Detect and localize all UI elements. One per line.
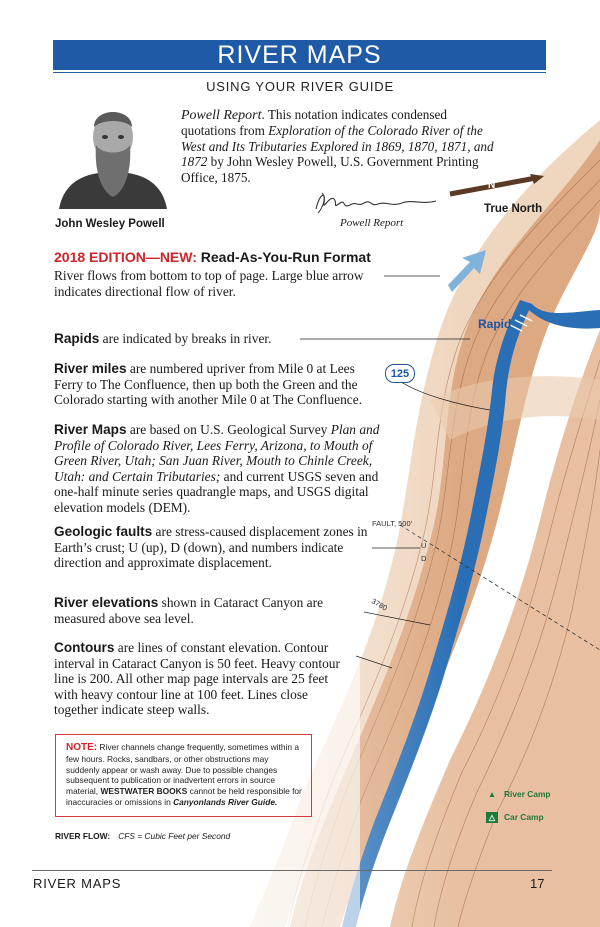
rapids-text: are indicated by breaks in river. xyxy=(99,331,272,346)
contours-term: Contours xyxy=(54,640,115,655)
river-maps-sources: Plan and Profile of Colorado River, Lees Ferry, Arizona, to Mouth of Green River, Utah; San Juan River, Mouth to Chinle Creek, Utah: and Certain Tributaries; xyxy=(54,422,380,484)
river-elevations-paragraph xyxy=(54,595,364,626)
powell-report-text-2: by John Wesley Powell, U.S. Government Printing Office, 1875. xyxy=(181,154,479,185)
note-book: Canyonlands River Guide. xyxy=(173,796,278,807)
car-camp-icon: △ xyxy=(486,812,498,823)
signature-caption: Powell Report xyxy=(340,217,404,229)
river-flow-line xyxy=(55,831,230,841)
river-miles-paragraph xyxy=(54,361,384,408)
powell-report-lead: Powell Report xyxy=(181,108,262,123)
rapids-paragraph xyxy=(54,331,344,347)
legend-car-camp xyxy=(486,812,544,823)
powell-report-text-1: . This notation indicates condensed quotations from xyxy=(181,107,447,139)
map-fault-up: U xyxy=(421,541,427,550)
river-flow-label: RIVER FLOW: xyxy=(55,831,111,841)
north-symbol: N xyxy=(488,180,496,191)
page-title-bar xyxy=(53,40,546,70)
river-maps-term: River Maps xyxy=(54,422,127,437)
faults-term: Geologic faults xyxy=(54,524,153,539)
elevations-text: shown in Cataract Canyon are measured above sea level. xyxy=(54,595,324,626)
mile-marker-number: 125 xyxy=(390,367,410,380)
note-text-1: River channels change frequently, sometimes within a few hours. Rocks, sandbars, or other obstructions may suddenly appear or wash away. Due to possible changes subsequent to publication or inadvertent errors in source material, xyxy=(66,742,299,797)
mile-marker-badge xyxy=(385,364,415,383)
powell-portrait xyxy=(54,97,172,209)
true-north-arrow xyxy=(444,172,544,198)
map-elevation-label: 3780 xyxy=(369,596,389,613)
river-miles-text: are numbered upriver from Mile 0 at Lees Ferry to The Confluence, then up both the Green and the Colorado starting with another Mile 0 at The Confluence. xyxy=(54,361,363,408)
contours-paragraph xyxy=(54,640,354,718)
footer-section: RIVER MAPS xyxy=(33,876,122,891)
note-label: NOTE: xyxy=(66,742,98,753)
tent-icon: ▲ xyxy=(487,789,497,799)
edition-heading xyxy=(54,249,371,265)
note-publisher: WESTWATER BOOKS xyxy=(100,786,188,797)
edition-body: River flows from bottom to top of page. Large blue arrow indicates directional flow of river. xyxy=(54,268,364,299)
river-maps-text-1: are based on U.S. Geological Survey xyxy=(126,422,331,437)
legend-river-camp xyxy=(486,789,551,799)
river-miles-term: River miles xyxy=(54,361,127,376)
page-subtitle: USING YOUR RIVER GUIDE xyxy=(206,79,394,94)
geologic-faults-paragraph xyxy=(54,524,374,571)
powell-signature-image xyxy=(312,189,440,215)
footer-rule xyxy=(32,870,552,871)
title-rule xyxy=(53,72,546,73)
legend-river-camp-label: River Camp xyxy=(504,789,551,799)
portrait-caption: John Wesley Powell xyxy=(55,218,165,230)
page-title: RIVER MAPS xyxy=(217,40,382,69)
river-maps-text-2: and current USGS seven and one-half minute series quadrangle maps, and USGS digital elevation models (DEM). xyxy=(54,468,379,515)
river-flow-text: CFS = Cubic Feet per Second xyxy=(118,831,231,841)
edition-heading-black: Read-As-You-Run Format xyxy=(196,249,371,265)
rapids-term: Rapids xyxy=(54,331,100,346)
legend-car-camp-label: Car Camp xyxy=(504,812,544,822)
river-maps-paragraph xyxy=(54,422,384,516)
map-fault-down: D xyxy=(421,554,427,563)
map-fault-label: FAULT, 500' xyxy=(372,519,413,528)
map-rapid-label: Rapid xyxy=(478,317,512,331)
true-north-label: True North xyxy=(484,203,543,215)
note-box xyxy=(55,734,312,817)
elevations-term: River elevations xyxy=(54,595,159,610)
contours-text: are lines of constant elevation. Contour interval in Cataract Canyon is 50 feet. Heavy contour line is 200. All other map page intervals are 25 feet with heavy contour line at 100 feet. Lines close together indicate steep walls. xyxy=(54,640,340,718)
faults-text: are stress-caused displacement zones in Earth’s crust; U (up), D (down), and numbers indicate direction and approximate displacement. xyxy=(54,524,368,571)
page-number: 17 xyxy=(530,876,545,891)
edition-heading-red: 2018 EDITION—NEW: xyxy=(54,249,197,265)
powell-book-title: Exploration of the Colorado River of the West and Its Tributaries Explored in 1869, 1870, 1871, and 1872 xyxy=(181,123,494,170)
note-text-2: cannot be held responsible for inaccuracies or omissions in xyxy=(66,786,302,807)
